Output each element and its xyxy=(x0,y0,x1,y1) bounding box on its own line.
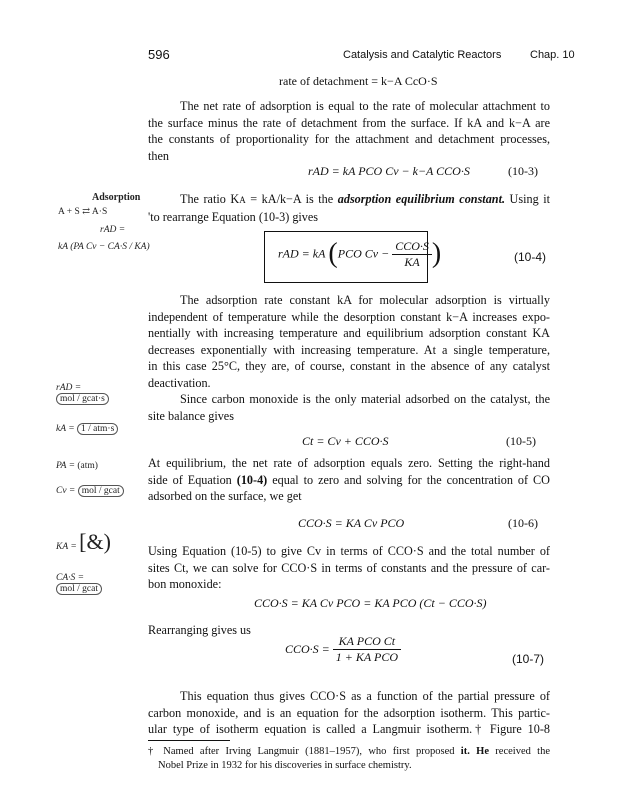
equation-number-10-3: (10-3) xyxy=(508,164,538,178)
equation-number-10-5: (10-5) xyxy=(506,434,536,448)
paragraph-ratio xyxy=(148,191,550,225)
eq-10-4-lhs: rAD = kA xyxy=(278,246,326,261)
equation-number-10-4: (10-4) xyxy=(514,250,547,264)
p5-line: adsorbed on the surface, we get xyxy=(148,489,302,503)
margin-adsorption-label: Adsorption xyxy=(92,192,141,203)
footnote-line: Nobel Prize in 1932 for his discoveries in surface chemistry. xyxy=(158,760,412,771)
p5-line: At equilibrium, the net rate of adsorption equals zero. Setting the right-hand xyxy=(148,456,550,470)
eq-10-7-lhs: CCO·S = xyxy=(285,642,330,656)
p3-line: independent of temperature while the desorption constant k−A increases expo- xyxy=(148,309,550,324)
p4-line: site balance gives xyxy=(148,408,234,423)
unit-row: rAD = mol / gcat·s xyxy=(56,383,128,423)
running-title: Catalysis and Catalytic Reactors xyxy=(343,49,502,61)
paragraph-rate-constant xyxy=(148,292,550,391)
p3-line: The adsorption rate constant kA for molecular adsorption is virtually xyxy=(180,293,550,307)
p5-line: side of Equation (10-4) equal to zero and solving for the concentration of CO xyxy=(148,472,550,487)
eq-10-4-inner: PCO Cv − xyxy=(337,246,390,261)
equation-unnumbered: CCO·S = KA Cv PCO = KA PCO (Ct − CCO·S) xyxy=(254,596,487,610)
eq-10-7-num: KA PCO Ct xyxy=(333,634,401,650)
p8-line: ular type of isotherm equation is called a Langmuir isotherm.† Figure 10-8 xyxy=(148,722,550,736)
p1-line: the surface minus the rate of detachment from the surface. If kA and k−A are xyxy=(148,115,550,130)
unit-row: CA·S = mol / gcat xyxy=(56,573,128,603)
paragraph-net-rate xyxy=(148,98,550,164)
equation-10-3 xyxy=(308,164,470,179)
margin-reaction: A + S ⇄ A·S xyxy=(58,207,108,217)
equation-10-4: rAD = kA (PCO Cv − $\frac{\text{CCO·S}}{KA}$ ) xyxy=(278,238,442,269)
eq-10-4-frac-num: CCO·S xyxy=(392,239,432,255)
p1-line: then xyxy=(148,148,169,163)
page-number: 596 xyxy=(148,47,170,62)
detachment-rate-equation: rate of detachment = k−A CcO·S xyxy=(279,74,438,88)
p4-line: Since carbon monoxide is the only material adsorbed on the catalyst, the xyxy=(180,392,550,406)
p3-line: deactivation. xyxy=(148,375,211,390)
p6-line: bon monoxide: xyxy=(148,577,222,591)
margin-rad-label: rAD = xyxy=(100,225,126,235)
paragraph-using-equation xyxy=(148,543,550,593)
eq-10-3-rhs: = kA PCO Cv − k−A CCO·S xyxy=(331,164,470,178)
p3-line: in this case 25°C, they are, of course, constant in the absence of any catalyst xyxy=(148,359,550,373)
eq-10-3-lhs: rAD xyxy=(308,164,329,178)
paragraph-isotherm xyxy=(148,688,550,738)
equation-number-10-6: (10-6) xyxy=(508,516,538,530)
p8-line: This equation thus gives CCO·S as a function of the partial pressure of xyxy=(180,689,550,703)
unit-row: Cv = mol / gcat xyxy=(56,485,128,529)
p2-line: The ratio KA = kA/k−A is the adsorption equilibrium constant. Using it xyxy=(180,192,550,206)
p6-line: Using Equation (10-5) to give Cv in terms of CCO·S and the total number of xyxy=(148,544,550,558)
chapter-label: Chap. 10 xyxy=(530,49,575,61)
unit-row: kA = 1 / atm·s xyxy=(56,423,128,461)
paragraph-rearranging: Rearranging gives us xyxy=(148,623,251,637)
footnote xyxy=(148,745,550,773)
eq-10-4-frac-den: KA xyxy=(404,254,420,269)
footnote-rule xyxy=(148,740,230,741)
footnote-line: † Named after Irving Langmuir (1881–1957), who first proposed it. He received the xyxy=(148,746,551,757)
paragraph-equilibrium xyxy=(148,455,550,505)
p1-line: the constants of proportionality for the attachment and detachment processes, xyxy=(148,132,550,146)
unit-row: PA = (atm) xyxy=(56,461,98,471)
p2-line: 'to rearrange Equation (10-3) gives xyxy=(148,209,319,224)
p8-line: carbon monoxide, and is an equation for the adsorption isotherm. This partic- xyxy=(148,705,550,720)
p6-line: sites Ct, we can solve for CCO·S in terms of constants and the pressure of car- xyxy=(148,560,550,575)
equation-10-7 xyxy=(285,634,401,665)
unit-row: KA = [&) xyxy=(56,529,111,554)
eq-10-7-den: 1 + KA PCO xyxy=(335,650,398,664)
p1-line: The net rate of adsorption is equal to the rate of molecular attachment to xyxy=(180,99,550,113)
paragraph-site-balance xyxy=(148,391,550,424)
margin-rate-law: kA (PA Cv − CA·S / KA) xyxy=(58,242,150,252)
equation-10-6: CCO·S = KA Cv PCO xyxy=(298,516,405,530)
p3-line: decreases exponentially with increasing temperature. At a single temperature, xyxy=(148,342,550,357)
margin-units xyxy=(56,383,128,603)
equation-10-5: Ct = Cv + CCO·S xyxy=(302,434,389,448)
equation-number-10-7: (10-7) xyxy=(512,652,545,666)
p3-line: nentially with increasing temperature and equilibrium adsorption constant KA xyxy=(148,326,550,340)
